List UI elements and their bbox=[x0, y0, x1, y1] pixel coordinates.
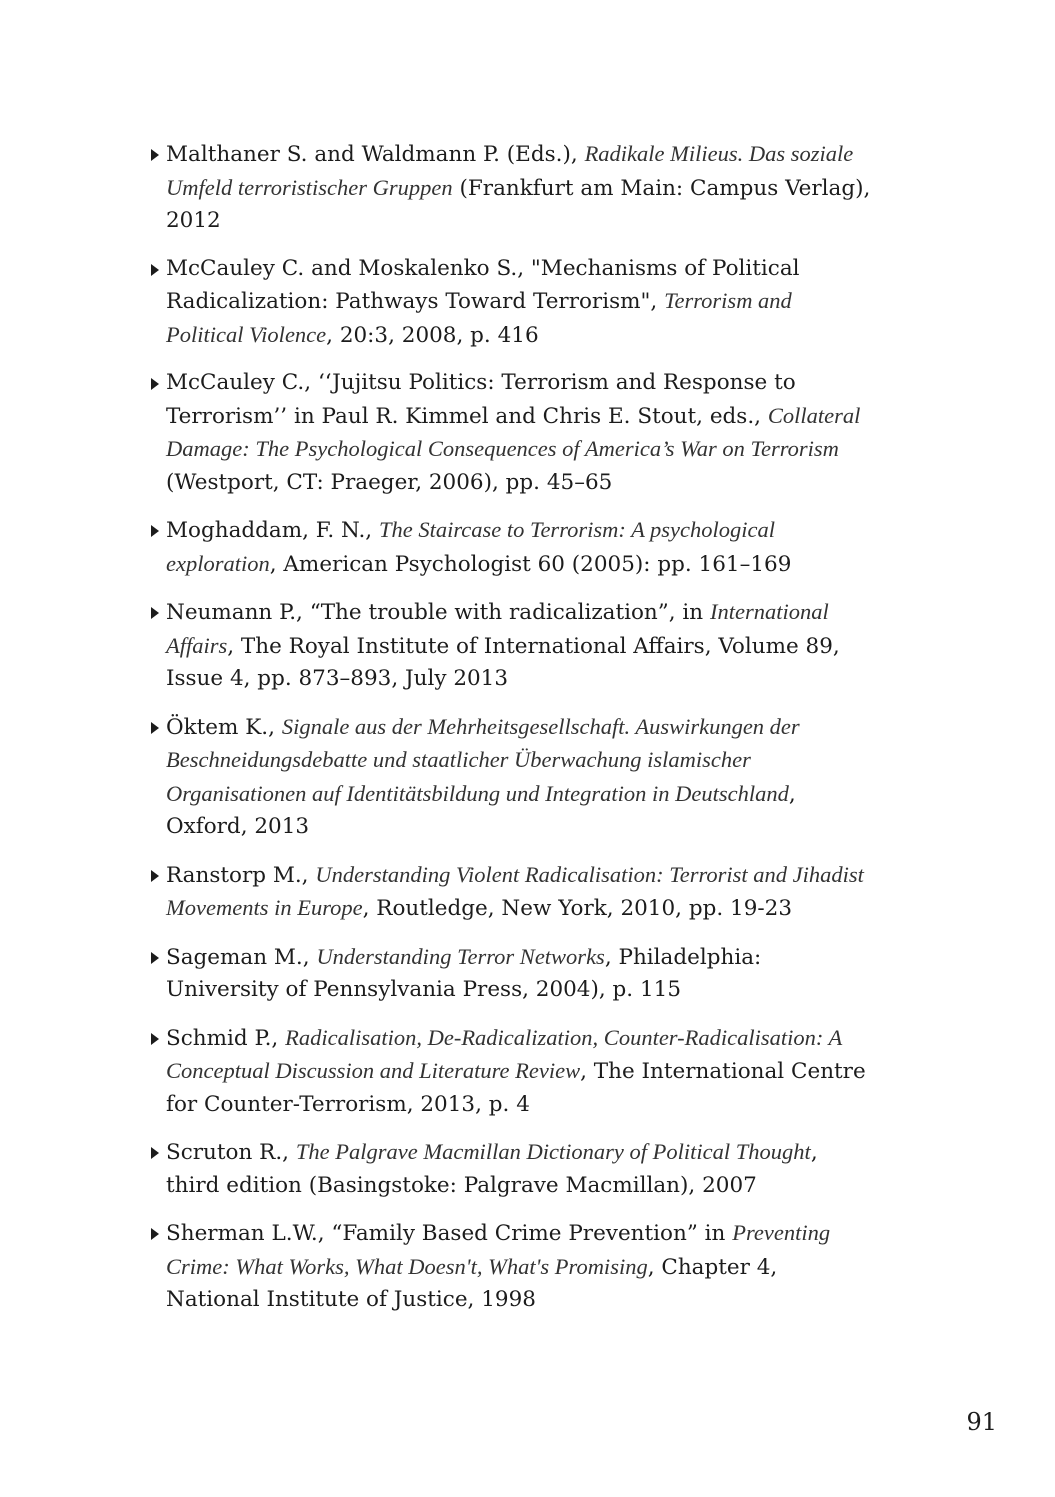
triangle-bullet-icon bbox=[151, 149, 159, 161]
reference-text: , Chapter 4, National Institute of Justice, 1998 bbox=[166, 1254, 778, 1312]
reference-item bbox=[150, 514, 872, 581]
reference-text: Malthaner S. and Waldmann P. (Eds.), bbox=[166, 142, 585, 167]
reference-text: (Frankfurt am Main: Campus Verlag), 2012 bbox=[166, 175, 871, 233]
reference-text: McCauley C., ‘‘Jujitsu Politics: Terrorism and Response to Terrorism’’ in Paul R. Kimmel and Chris E. Stout, eds., bbox=[166, 370, 796, 429]
triangle-bullet-icon bbox=[151, 870, 159, 882]
reference-title: Terrorism and Political Violence bbox=[166, 288, 792, 347]
reference-text: , The Royal Institute of International Affairs, Volume 89, Issue 4, pp. 873–893, July 2013 bbox=[166, 633, 840, 691]
triangle-bullet-icon bbox=[151, 378, 159, 390]
reference-title: Understanding Terror Networks bbox=[316, 943, 605, 969]
reference-text: Sageman M., bbox=[166, 944, 317, 970]
reference-text: , Oxford, 2013 bbox=[166, 781, 796, 839]
reference-title: Signale aus der Mehrheitsgesellschaft. Auswirkungen der Beschneidungsdebatte und staatlicher Überwachung islamischer Organisationen auf Identitätsbildung und Integration in Deutschland bbox=[166, 713, 800, 806]
reference-item bbox=[150, 253, 872, 353]
reference-text: , Philadelphia: University of Pennsylvania Press, 2004), p. 115 bbox=[166, 944, 762, 1002]
reference-item bbox=[150, 1022, 872, 1122]
reference-text: , 20:3, 2008, p. 416 bbox=[326, 322, 539, 348]
reference-text: (Westport, CT: Praeger, 2006), pp. 45–65 bbox=[166, 469, 613, 495]
triangle-bullet-icon bbox=[151, 607, 159, 619]
reference-text: , Routledge, New York, 2010, pp. 19-23 bbox=[362, 896, 793, 921]
reference-text: Ranstorp M., bbox=[166, 862, 316, 888]
reference-text: Schmid P., bbox=[166, 1025, 286, 1051]
reference-item bbox=[150, 596, 872, 696]
triangle-bullet-icon bbox=[151, 1228, 159, 1240]
reference-text: Moghaddam, F. N., bbox=[166, 518, 379, 543]
reference-text: , third edition (Basingstoke: Palgrave Macmillan), 2007 bbox=[166, 1140, 818, 1198]
reference-item bbox=[150, 941, 872, 1007]
reference-text: Sherman L.W., “Family Based Crime Prevention” in bbox=[166, 1221, 733, 1246]
reference-item bbox=[150, 1217, 872, 1317]
reference-text: Öktem K., bbox=[166, 714, 282, 740]
triangle-bullet-icon bbox=[151, 525, 159, 537]
reference-title: Radicalisation, De-Radicalization, Counter-Radicalisation: A Conceptual Discussion and Literature Review bbox=[166, 1024, 842, 1083]
page-number: 91 bbox=[966, 1408, 997, 1436]
reference-text: , American Psychologist 60 (2005): pp. 161–169 bbox=[269, 551, 792, 577]
reference-item bbox=[150, 711, 872, 844]
reference-title: Radikale Milieus. Das soziale Umfeld terroristischer Gruppen bbox=[166, 141, 854, 200]
reference-title: Preventing Crime: What Works, What Doesn't, What's Promising bbox=[166, 1220, 831, 1279]
triangle-bullet-icon bbox=[151, 1033, 159, 1045]
triangle-bullet-icon bbox=[151, 1147, 159, 1159]
reference-item bbox=[150, 138, 872, 238]
reference-title: International Affairs bbox=[166, 599, 829, 658]
reference-title: The Staircase to Terrorism: A psychological exploration bbox=[166, 517, 776, 576]
reference-item bbox=[150, 367, 872, 499]
reference-title: Understanding Violent Radicalisation: Terrorist and Jihadist Movements in Europe bbox=[166, 861, 864, 920]
reference-title: Collateral Damage: The Psychological Consequences of America’s War on Terrorism bbox=[166, 402, 861, 461]
reference-text: McCauley C. and Moskalenko S., "Mechanisms of Political Radicalization: Pathways Toward Terrorism", bbox=[166, 255, 800, 314]
triangle-bullet-icon bbox=[151, 264, 159, 276]
reference-list bbox=[150, 138, 872, 1332]
triangle-bullet-icon bbox=[151, 952, 159, 964]
reference-text: Scruton R., bbox=[166, 1140, 296, 1165]
reference-title: The Palgrave Macmillan Dictionary of Political Thought bbox=[295, 1139, 811, 1164]
reference-item bbox=[150, 859, 872, 926]
triangle-bullet-icon bbox=[151, 722, 159, 734]
reference-item bbox=[150, 1136, 872, 1202]
reference-text: Neumann P., “The trouble with radicalization”, in bbox=[166, 600, 710, 625]
reference-text: , The International Centre for Counter-Terrorism, 2013, p. 4 bbox=[166, 1059, 866, 1117]
